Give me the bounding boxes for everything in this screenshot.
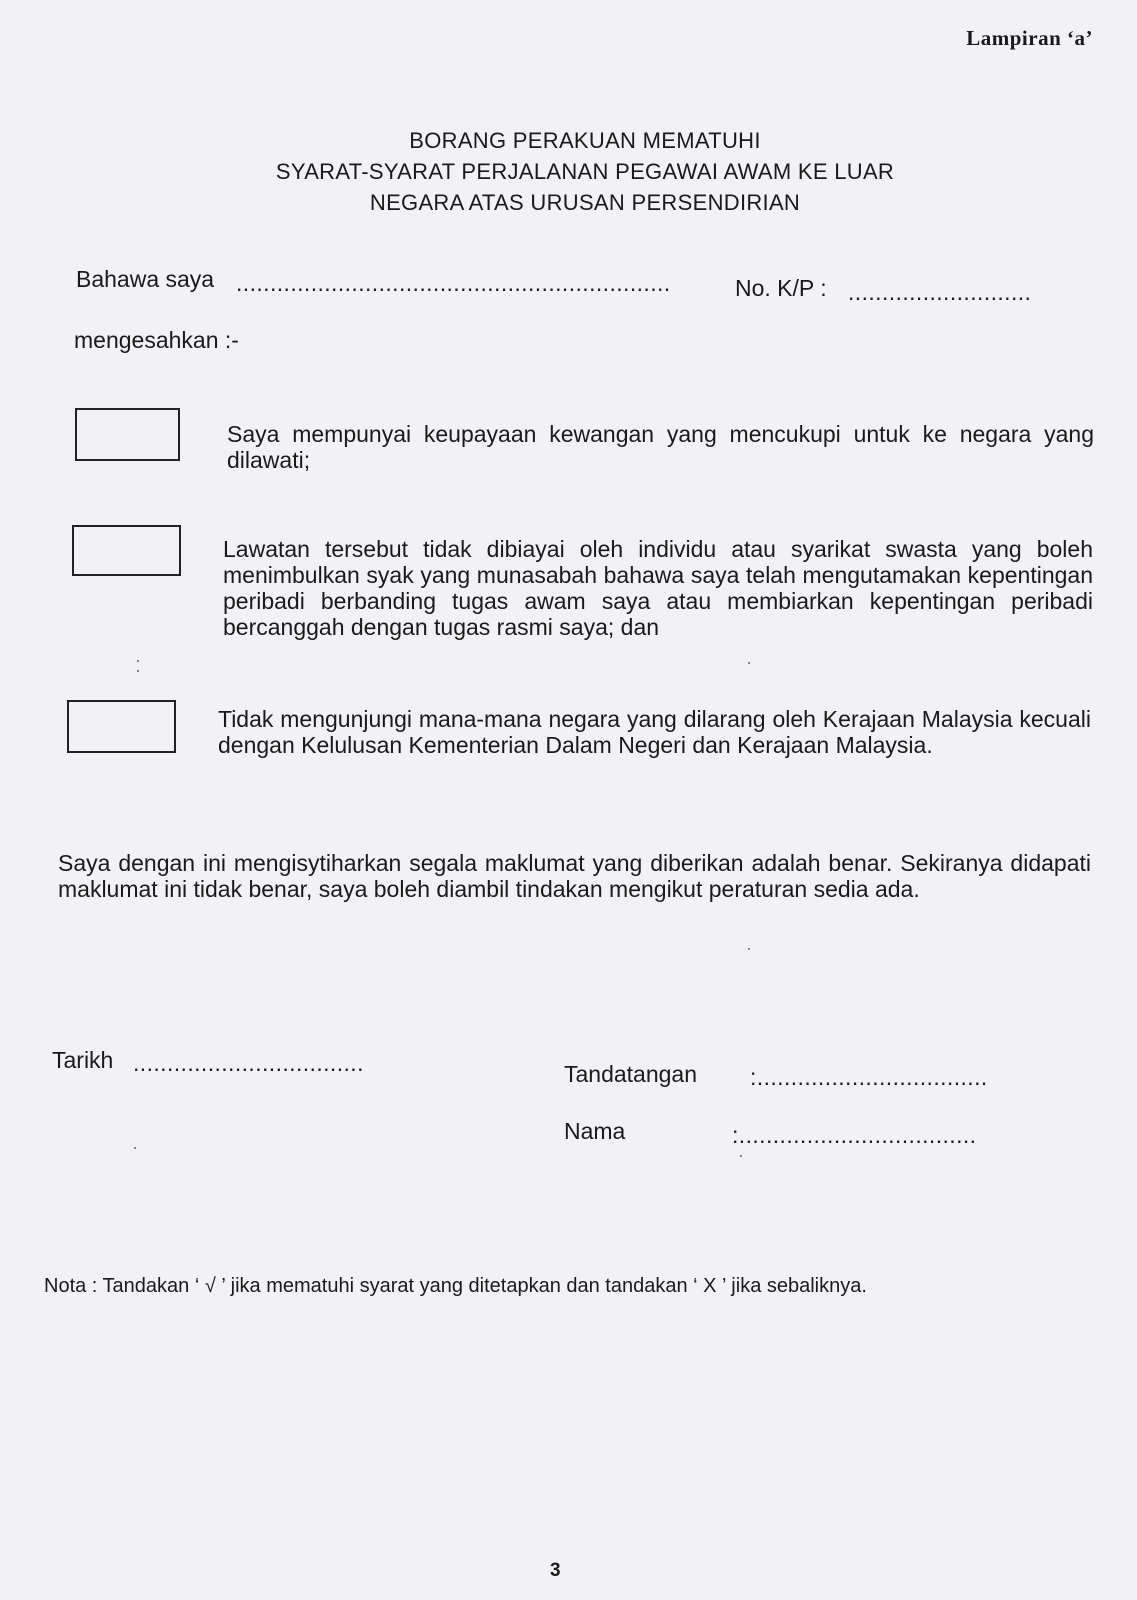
condition-2-checkbox[interactable]: [72, 525, 181, 576]
signature-field[interactable]: :..................................: [750, 1064, 988, 1090]
annex-label: Lampiran ‘a’: [966, 26, 1093, 50]
scan-speck: [137, 660, 139, 662]
scan-speck: [748, 948, 750, 950]
form-title-line-2: SYARAT-SYARAT PERJALANAN PEGAWAI AWAM KE LUAR: [275, 159, 895, 184]
condition-1-checkbox[interactable]: [75, 408, 180, 461]
declarant-name-field[interactable]: ................................................................: [236, 270, 671, 296]
instruction-note: Nota : Tandakan ‘ √ ’ jika mematuhi syarat yang ditetapkan dan tandakan ‘ X ’ jika sebaliknya.: [44, 1275, 867, 1297]
date-field[interactable]: ..................................: [133, 1050, 364, 1076]
ic-number-field[interactable]: ...........................: [848, 279, 1032, 305]
scan-speck: [134, 1147, 136, 1149]
declaration-text: Saya dengan ini mengisytiharkan segala maklumat yang diberikan adalah benar. Sekiranya didapati maklumat ini tidak benar, saya boleh diambil tindakan mengikut peraturan sedia ada.: [58, 850, 1091, 902]
form-title: [150, 125, 1020, 218]
form-title-line-3: NEGARA ATAS URUSAN PERSENDIRIAN: [369, 190, 801, 215]
name-label: Nama: [564, 1118, 626, 1144]
confirm-label: mengesahkan :-: [74, 327, 239, 353]
scan-speck: [137, 670, 139, 672]
scan-speck: [740, 1155, 742, 1157]
scan-speck: [748, 662, 750, 664]
name-field[interactable]: :...................................: [732, 1122, 977, 1148]
form-title-line-1: BORANG PERAKUAN MEMATUHI: [409, 128, 761, 153]
condition-1-text: Saya mempunyai keupayaan kewangan yang mencukupi untuk ke negara yang dilawati;: [227, 421, 1094, 473]
condition-3-checkbox[interactable]: [67, 700, 176, 753]
condition-2-text: Lawatan tersebut tidak dibiayai oleh individu atau syarikat swasta yang boleh menimbulkan syak yang munasabah bahawa saya telah mengutamakan kepentingan peribadi berbanding tugas awam saya atau membiarkan kepentingan peribadi bercanggah dengan tugas rasmi saya; dan: [223, 536, 1093, 640]
page-number: 3: [550, 1560, 561, 1581]
declarant-name-label: Bahawa saya: [76, 266, 215, 292]
condition-3-text: Tidak mengunjungi mana-mana negara yang dilarang oleh Kerajaan Malaysia kecuali dengan Kelulusan Kementerian Dalam Negeri dan Kerajaan Malaysia.: [218, 706, 1091, 758]
ic-number-label: No. K/P :: [735, 275, 827, 301]
signature-label: Tandatangan: [564, 1061, 698, 1087]
date-label: Tarikh: [52, 1047, 114, 1073]
